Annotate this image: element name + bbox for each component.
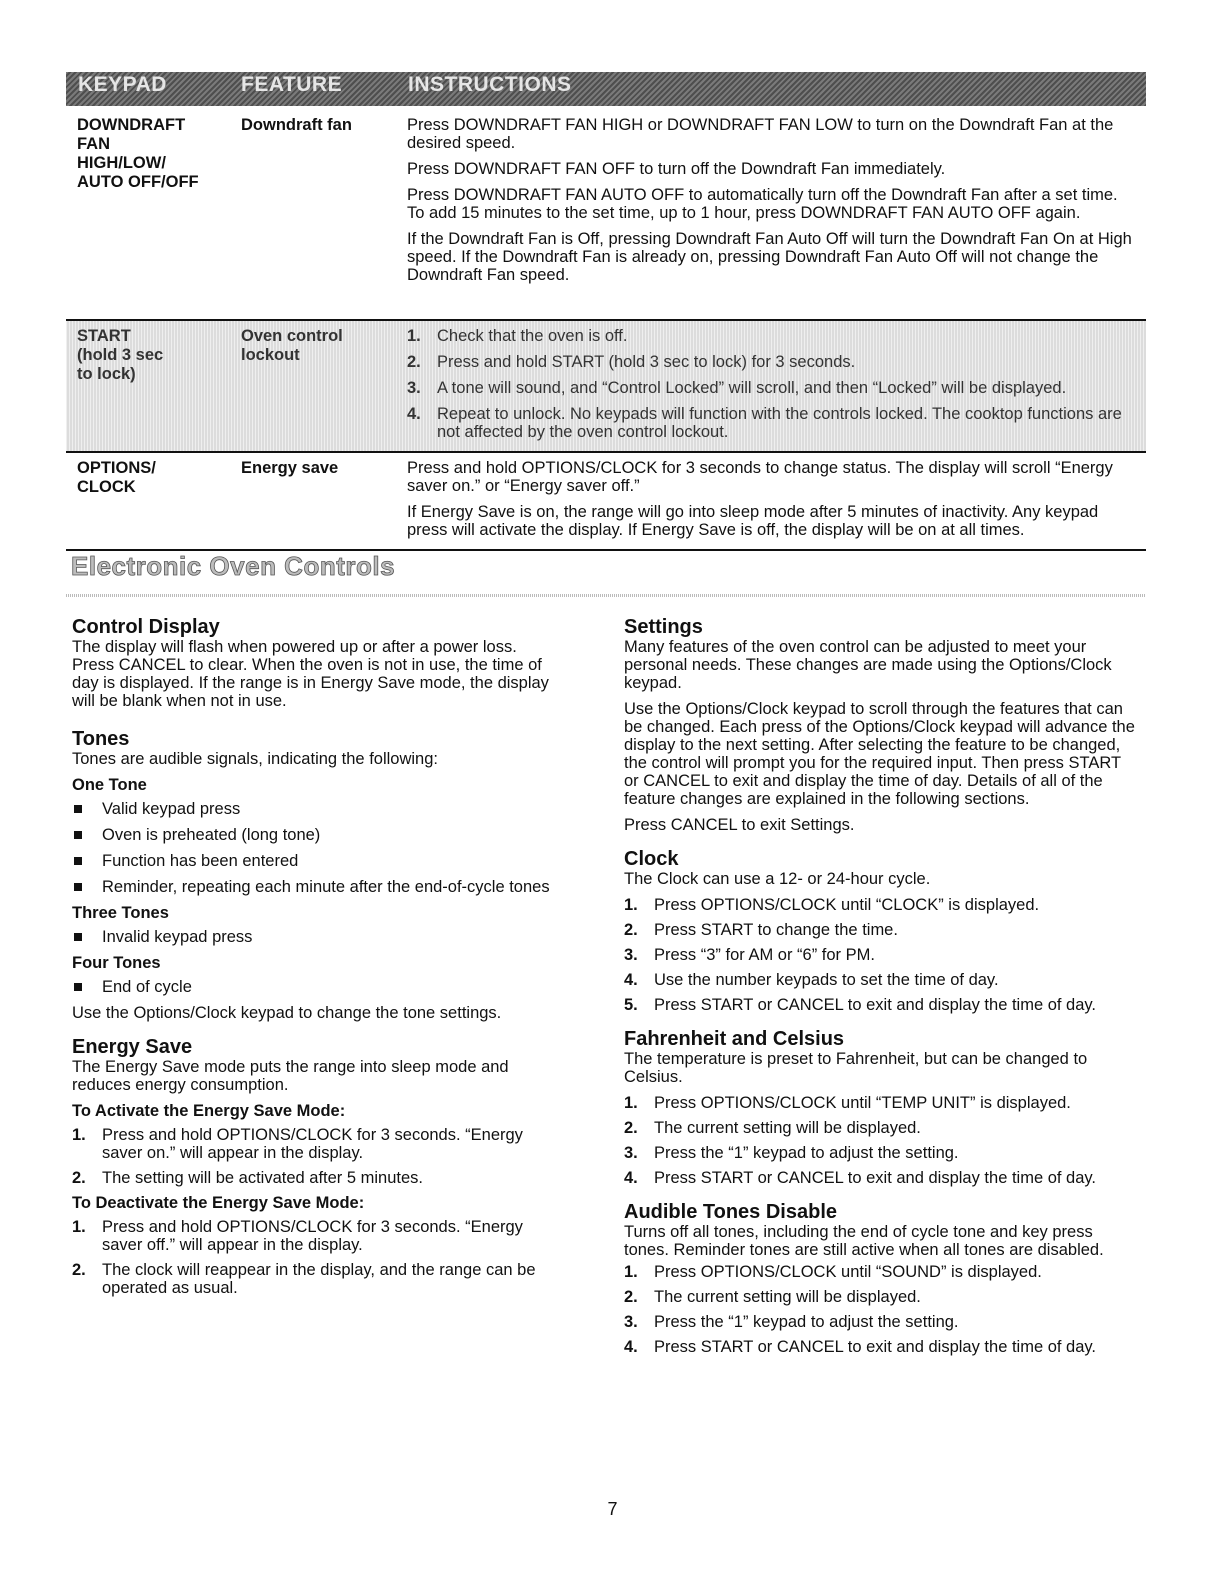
instruction-text: Press and hold OPTIONS/CLOCK for 3 seconds to change status. The display will scroll “Energy saver on.” or “Energy saver off.” (407, 459, 1113, 495)
page-number: 7 (607, 1499, 618, 1519)
header-keypad: KEYPAD (78, 73, 167, 96)
keypad-line: OPTIONS/ (77, 459, 156, 477)
lockout-step: 1. Check that the oven is off. (407, 327, 628, 345)
row2-instructions (407, 327, 1137, 441)
settings-heading: Settings (624, 616, 703, 638)
row3-instructions (407, 459, 1137, 547)
lockout-step: 2. Press and hold START (hold 3 sec to lock) for 3 seconds. (407, 353, 856, 371)
settings-text: Use the Options/Clock keypad to scroll through the features that can be changed. Each press of the Options/Clock keypad will advance the display to the next setting. After selecting the feature to be changed, the control will prompt you for the required input. Then press START or CANCEL to exit and display the time of day. Details of all of the feature changes are explained in the following sections. (624, 700, 1135, 808)
three-tones-heading: Three Tones (72, 904, 169, 922)
instruction-text: If the Downdraft Fan is Off, pressing Downdraft Fan Auto Off will turn the Downdraft Fan On at High speed. If the Downdraft Fan is already on, pressing Downdraft Fan Auto Off will not change the Downdraft Fan speed. (407, 230, 1132, 284)
audible-step: 1. Press OPTIONS/CLOCK until “SOUND” is displayed. (624, 1263, 1042, 1281)
one-tone-heading: One Tone (72, 776, 147, 794)
instruction-text: Press DOWNDRAFT FAN AUTO OFF to automatically turn off the Downdraft Fan after a set time. To add 15 minutes to the set time, up to 1 hour, press DOWNDRAFT FAN AUTO OFF again. (407, 186, 1118, 222)
energy-save-heading: Energy Save (72, 1036, 193, 1058)
list-item: Reminder, repeating each minute after the end-of-cycle tones (72, 878, 622, 896)
feature-line: lockout (241, 346, 300, 364)
list-item: Valid keypad press (72, 800, 562, 818)
clock-step: 4. Use the number keypads to set the time of day. (624, 971, 999, 989)
settings-text: Press CANCEL to exit Settings. (624, 816, 855, 834)
clock-step: 2. Press START to change the time. (624, 921, 898, 939)
keypad-line: HIGH/LOW/ (77, 154, 166, 172)
settings-text: Many features of the oven control can be adjusted to meet your personal needs. These changes are made using the Options/Clock keypad. (624, 638, 1112, 692)
fahrenheit-heading: Fahrenheit and Celsius (624, 1028, 845, 1050)
row2-keypad (77, 327, 163, 384)
row2-feature (241, 327, 343, 365)
table-header (66, 72, 1146, 106)
left-column (72, 604, 562, 1304)
clock-step: 1. Press OPTIONS/CLOCK until “CLOCK” is displayed. (624, 896, 1040, 914)
activate-step: 2. The setting will be activated after 5 minutes. (72, 1169, 423, 1187)
energy-save-intro: The Energy Save mode puts the range into sleep mode and reduces energy consumption. (72, 1058, 509, 1094)
tones-heading: Tones (72, 728, 130, 750)
header-instructions: INSTRUCTIONS (408, 73, 572, 96)
fahrenheit-step: 3. Press the “1” keypad to adjust the setting. (624, 1144, 959, 1162)
list-item: Function has been entered (72, 852, 562, 870)
header-feature: FEATURE (241, 73, 343, 96)
lockout-step: 4. Repeat to unlock. No keypads will function with the controls locked. The cooktop functions are not affected by the oven control lockout. (407, 405, 1122, 441)
audible-heading: Audible Tones Disable (624, 1201, 837, 1223)
list-item: Oven is preheated (long tone) (72, 826, 562, 844)
feature-line: Oven control (241, 327, 343, 345)
deactivate-step: 1. Press and hold OPTIONS/CLOCK for 3 seconds. “Energy saver off.” will appear in the display. (72, 1218, 523, 1254)
clock-step: 5. Press START or CANCEL to exit and display the time of day. (624, 996, 1097, 1014)
row1-keypad (77, 116, 199, 192)
clock-intro: The Clock can use a 12- or 24-hour cycle. (624, 870, 931, 888)
deactivate-heading: To Deactivate the Energy Save Mode: (72, 1194, 365, 1212)
row1-feature: Downdraft fan (241, 116, 352, 134)
list-item: Invalid keypad press (72, 928, 562, 946)
keypad-line: (hold 3 sec (77, 346, 164, 364)
tones-intro: Tones are audible signals, indicating the following: (72, 750, 438, 768)
dotted-rule (66, 594, 1146, 597)
keypad-line: to lock) (77, 365, 136, 383)
instruction-text: If Energy Save is on, the range will go into sleep mode after 5 minutes of inactivity. Any keypad press will activate the display. If Energy Save is off, the display will be on at all times. (407, 503, 1099, 539)
tones-outro: Use the Options/Clock keypad to change the tone settings. (72, 1004, 502, 1022)
keypad-line: DOWNDRAFT (77, 116, 186, 134)
four-tones-heading: Four Tones (72, 954, 161, 972)
lockout-step: 3. A tone will sound, and “Control Locked” will scroll, and then “Locked” will be displayed. (407, 379, 1067, 397)
right-column (624, 604, 1139, 1363)
keypad-line: START (77, 327, 131, 345)
instruction-text: Press DOWNDRAFT FAN HIGH or DOWNDRAFT FAN LOW to turn on the Downdraft Fan at the desired speed. (407, 116, 1114, 152)
audible-intro: Turns off all tones, including the end of cycle tone and key press tones. Reminder tones are still active when all tones are disabled. (624, 1223, 1104, 1259)
fahrenheit-step: 1. Press OPTIONS/CLOCK until “TEMP UNIT” is displayed. (624, 1094, 1071, 1112)
activate-step: 1. Press and hold OPTIONS/CLOCK for 3 seconds. “Energy saver on.” will appear in the display. (72, 1126, 523, 1162)
row3-feature: Energy save (241, 459, 339, 477)
fahrenheit-intro: The temperature is preset to Fahrenheit, but can be changed to Celsius. (624, 1050, 1088, 1086)
audible-step: 2. The current setting will be displayed. (624, 1288, 921, 1306)
fahrenheit-step: 2. The current setting will be displayed. (624, 1119, 921, 1137)
audible-step: 4. Press START or CANCEL to exit and display the time of day. (624, 1338, 1097, 1356)
control-display-text: The display will flash when powered up or after a power loss. Press CANCEL to clear. When the oven is not in use, the time of day is displayed. If the range is in Energy Save mode, the display will be blank when not in use. (72, 638, 549, 710)
keypad-line: AUTO OFF/OFF (77, 173, 199, 191)
row-divider (66, 451, 1146, 453)
control-display-heading: Control Display (72, 616, 220, 638)
fahrenheit-step: 4. Press START or CANCEL to exit and display the time of day. (624, 1169, 1097, 1187)
section-title: Electronic Oven Controls (71, 551, 396, 581)
row3-keypad (77, 459, 156, 497)
clock-step: 3. Press “3” for AM or “6” for PM. (624, 946, 875, 964)
instruction-text: Press DOWNDRAFT FAN OFF to turn off the Downdraft Fan immediately. (407, 160, 946, 178)
keypad-line: CLOCK (77, 478, 136, 496)
keypad-line: FAN (77, 135, 110, 153)
deactivate-step: 2. The clock will reappear in the display, and the range can be operated as usual. (72, 1261, 536, 1297)
row1-instructions (407, 116, 1137, 292)
activate-heading: To Activate the Energy Save Mode: (72, 1102, 346, 1120)
audible-step: 3. Press the “1” keypad to adjust the setting. (624, 1313, 959, 1331)
clock-heading: Clock (624, 848, 679, 870)
list-item: End of cycle (72, 978, 562, 996)
